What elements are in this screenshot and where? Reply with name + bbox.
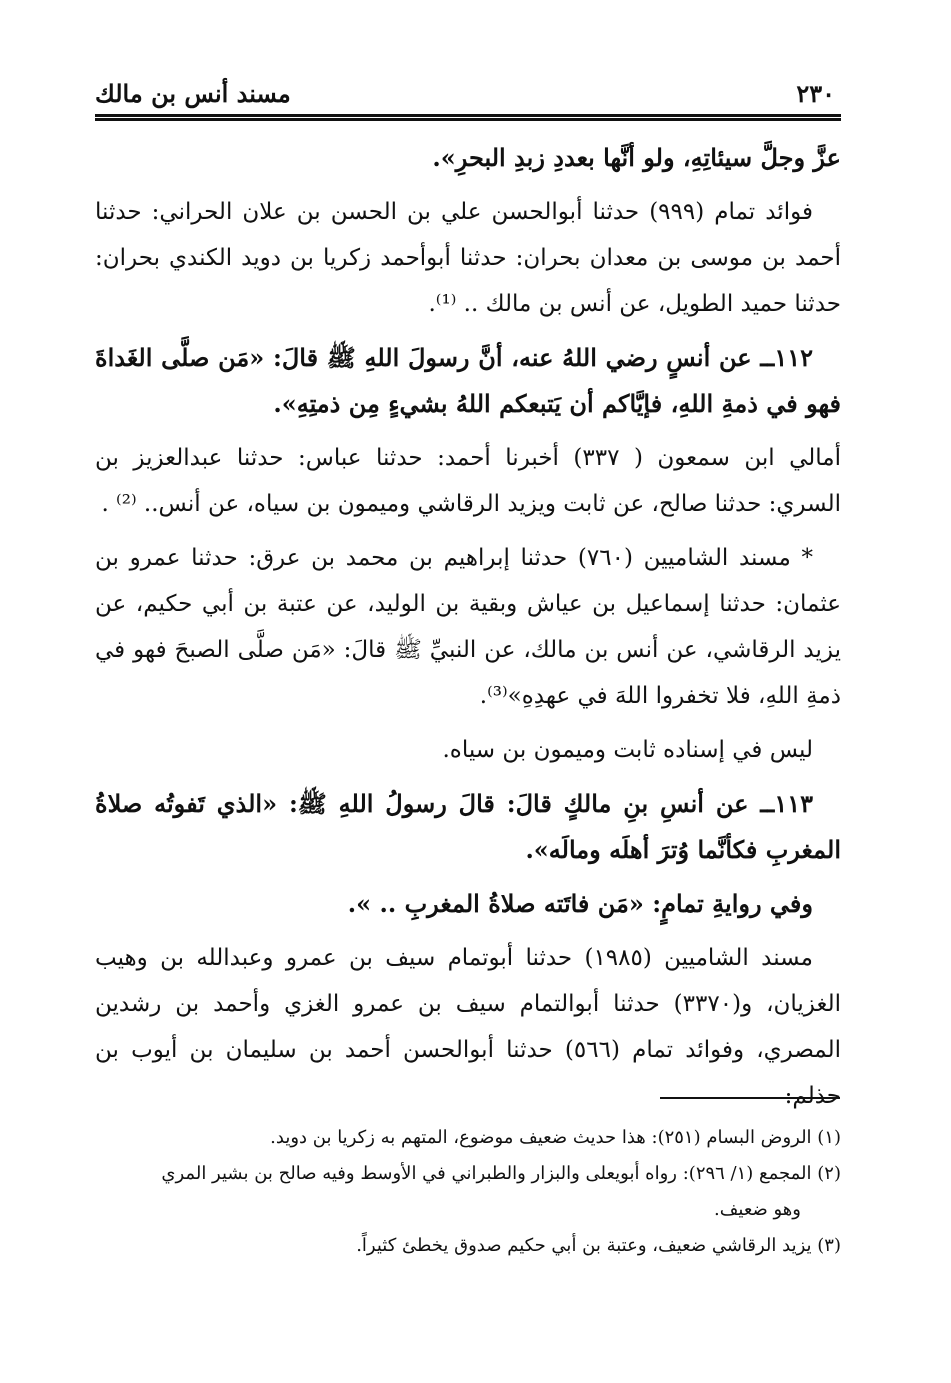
footnote-separator xyxy=(660,1097,840,1099)
paragraph-hadith-end: عزَّ وجلَّ سيئاتِهِ، ولو أنَّها بعددِ زبدِ البحرِ». xyxy=(432,143,841,172)
header-rule xyxy=(95,114,841,117)
paragraph-source: أمالي ابن سمعون ( ٣٣٧) أخبرنا أحمد: حدثنا عباس: حدثنا عبدالعزيز بن السري: حدثنا صالح، عن ثابت ويزيد الرقاشي وميمون بن سياه، عن أنس.. ⁽²⁾ . xyxy=(95,445,841,517)
footnote-continuation: وهو ضعيف. xyxy=(714,1199,801,1220)
footnote: (٣) يزيد الرقاشي ضعيف، وعتبة بن أبي حكيم صدوق يخطئ كثيراً. xyxy=(356,1235,841,1256)
paragraph-note: ليس في إسناده ثابت وميمون بن سياه. xyxy=(442,737,813,763)
page-header xyxy=(95,78,835,108)
footnotes xyxy=(95,1120,841,1264)
running-title: مسند أنس بن مالك xyxy=(95,78,291,108)
footnote: (٢) المجمع (١/ ٢٩٦): رواه أبويعلى والبزار والطبراني في الأوسط وفيه صالح بن بشير المري xyxy=(161,1163,841,1184)
paragraph-hadith-113: ١١٣ــ عن أنسِ بنِ مالكٍ قالَ: قالَ رسولُ اللهِ ﷺ: «الذي تَفوتُه صلاةُ المغربِ فكأنَّما وُترَ أهلَه ومالَه». xyxy=(95,789,841,864)
main-text xyxy=(95,135,841,1127)
paragraph-source: مسند الشاميين (١٩٨٥) حدثنا أبوتمام سيف بن عمرو وعبدالله بن وهيب الغزيان، و(٣٣٧٠) حدثنا أبوالتمام سيف بن عمرو الغزي وأحمد بن رشدين المصري، وفوائد تمام (٥٦٦) حدثنا أبوالحسن أحمد بن سليمان بن أيوب بن حذلم: xyxy=(95,945,841,1109)
paragraph-hadith-112: ١١٢ــ عن أنسٍ رضي اللهُ عنه، أنَّ رسولَ اللهِ ﷺ قالَ: «مَن صلَّى الغَداةَ فهو في ذمةِ اللهِ، فإيَّاكم أن يَتبعكم اللهُ بشيءٍ مِن ذمتِهِ». xyxy=(95,343,841,418)
page-number: ٢٣٠ xyxy=(796,78,835,108)
paragraph-source: * مسند الشاميين (٧٦٠) حدثنا إبراهيم بن محمد بن عرق: حدثنا عمرو بن عثمان: حدثنا إسماعيل بن عياش وبقية بن الوليد، عن عتبة بن أبي حكيم، عن يزيد الرقاشي، عن أنس بن مالك، عن النبيِّ ﷺ قالَ: «مَن صلَّى الصبحَ فهو في ذمةِ اللهِ، فلا تخفروا اللهَ في عهدِهِ»⁽³⁾. xyxy=(95,545,841,709)
paragraph-source: فوائد تمام (٩٩٩) حدثنا أبوالحسن علي بن الحسن بن علان الحراني: حدثنا أحمد بن موسى بن معدان بحران: حدثنا أبوأحمد زكريا بن دويد الكندي بحران: حدثنا حميد الطويل، عن أنس بن مالك .. ⁽¹⁾. xyxy=(95,199,841,317)
paragraph-variant: وفي روايةِ تمامٍ: «مَن فاتَته صلاةُ المغربِ .. ». xyxy=(347,889,813,918)
footnote: (١) الروض البسام (٢٥١): هذا حديث ضعيف موضوع، المتهم به زكريا بن دويد. xyxy=(270,1127,841,1148)
